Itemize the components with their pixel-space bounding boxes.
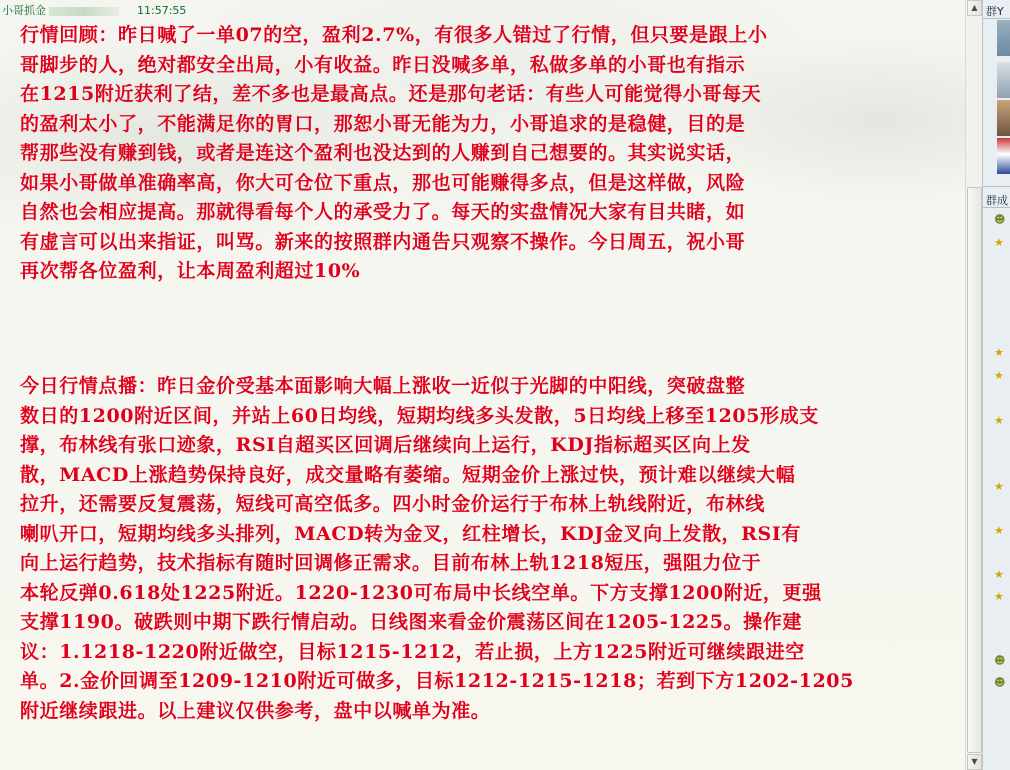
message-line: 拉升，还需要反复震荡，短线可高空低多。四小时金价运行于布林上轨线附近，布林线 — [20, 493, 765, 515]
message-paragraph-analysis — [20, 372, 965, 726]
masked-text — [49, 7, 119, 16]
scrollbar-thumb[interactable] — [967, 187, 982, 753]
message-line: 的盈利太小了，不能满足你的胃口，那恕小哥无能为力，小哥追求的是稳健，目的是 — [20, 112, 746, 135]
group-thumbnail-image[interactable] — [997, 100, 1010, 136]
message-time: 11:57:55 — [137, 4, 187, 17]
member-star-icon[interactable]: ★ — [994, 346, 1004, 359]
message-line: 本轮反弹0.618处1225附近。1220-1230可布局中长线空单。下方支撑1200附近，更强 — [20, 581, 822, 604]
arrow-up-icon: ▲ — [971, 3, 978, 12]
message-line: 自然也会相应提高。那就得看每个人的承受力了。每天的实盘情况大家有目共睹，如 — [20, 201, 746, 223]
member-star-icon[interactable]: ★ — [994, 590, 1004, 603]
message-line: 在1215附近获利了结，差不多也是最高点。还是那句老话：有些人可能觉得小哥每天 — [20, 83, 762, 105]
message-paragraph-review — [20, 21, 965, 287]
message-line: 撑，布林线有张口迹象，RSI自超买区回调后继续向上运行，KDJ指标超买区向上发 — [20, 434, 751, 456]
group-announcement-title[interactable]: 群Y — [986, 5, 1004, 18]
message-line: 帮那些没有赚到钱，或者是连这个盈利也没达到的人赚到自己想要的。其实说实话， — [20, 142, 746, 164]
message-line: 行情回顾：昨日喊了一单07的空，盈利2.7%，有很多人错过了行情，但只要是跟上小 — [20, 24, 768, 46]
group-side-panel — [982, 0, 1010, 770]
divider — [983, 186, 1010, 187]
group-members-title[interactable]: 群成 — [986, 194, 1008, 207]
message-line: 向上运行趋势，技术指标有随时回调修正需求。目前布林上轨1218短压，强阻力位于 — [20, 552, 762, 574]
message-line: 哥脚步的人，绝对都安全出局，小有收益。昨日没喊多单，私做多单的小哥也有指示 — [20, 53, 746, 76]
group-thumbnail-image[interactable] — [997, 138, 1010, 174]
sender-name[interactable]: 小哥抓金 — [2, 4, 46, 17]
member-person-icon[interactable]: ☻ — [994, 676, 1006, 689]
message-line: 有虚言可以出来指证，叫骂。新来的按照群内通告只观察不操作。今日周五，祝小哥 — [20, 230, 746, 253]
member-star-icon[interactable]: ★ — [994, 414, 1004, 427]
message-line: 支撑1190。破跌则中期下跌行情启动。日线图来看金价震荡区间在1205-1225。操作建 — [20, 611, 802, 633]
message-line: 如果小哥做单准确率高，你大可仓位下重点，那也可能赚得多点，但是这样做，风险 — [20, 171, 746, 194]
message-line: 今日行情点播：昨日金价受基本面影响大幅上涨收一近似于光脚的中阳线，突破盘整 — [20, 375, 746, 397]
scroll-down-button[interactable] — [967, 754, 982, 770]
member-star-icon[interactable]: ★ — [994, 524, 1004, 537]
message-line: 散，MACD上涨趋势保持良好，成交量略有萎缩。短期金价上涨过快，预计难以继续大幅 — [20, 463, 796, 486]
message-header — [2, 3, 186, 19]
message-line: 议：1.1218-1220附近做空，目标1215-1212，若止损，上方1225附近可继续跟进空 — [20, 640, 805, 663]
message-line: 数日的1200附近区间，并站上60日均线，短期均线多头发散，5日均线上移至1205形成支 — [20, 404, 819, 427]
arrow-down-icon: ▼ — [971, 757, 978, 766]
member-star-icon[interactable]: ★ — [994, 369, 1004, 382]
member-star-icon[interactable]: ★ — [994, 568, 1004, 581]
message-line: 喇叭开口，短期均线多头排列，MACD转为金叉，红柱增长，KDJ金叉向上发散，RSI有 — [20, 522, 801, 545]
member-person-icon[interactable]: ☻ — [994, 654, 1006, 667]
scroll-up-button[interactable] — [967, 0, 982, 16]
message-line: 再次帮各位盈利，让本周盈利超过10% — [20, 260, 361, 282]
member-star-icon[interactable]: ★ — [994, 236, 1004, 249]
vertical-scrollbar[interactable] — [965, 0, 982, 770]
divider — [983, 18, 1010, 19]
message-line: 单。2.金价回调至1209-1210附近可做多，目标1212-1215-1218；若到下方1202-1205 — [20, 670, 854, 692]
member-star-icon[interactable]: ★ — [994, 480, 1004, 493]
group-thumbnail-image[interactable] — [997, 20, 1010, 56]
divider — [983, 207, 1010, 208]
member-person-icon[interactable]: ☻ — [994, 213, 1006, 226]
group-thumbnail-image[interactable] — [997, 62, 1010, 98]
message-line: 附近继续跟进。以上建议仅供参考，盘中以喊单为准。 — [20, 699, 491, 722]
